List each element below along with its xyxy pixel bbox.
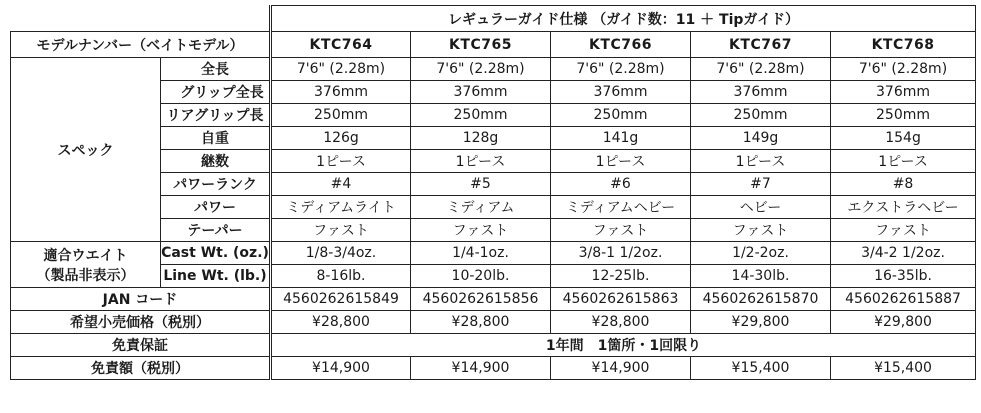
table-cell: 376mm: [271, 81, 411, 104]
table-cell: ¥29,800: [831, 311, 976, 334]
table-cell: ファスト: [551, 219, 691, 242]
row-label-power-rank: パワーランク: [161, 173, 271, 196]
table-cell: 16-35lb.: [831, 265, 976, 288]
table-cell: 14-30lb.: [691, 265, 831, 288]
row-label-cast-wt: Cast Wt. (oz.): [161, 242, 271, 265]
row-label-rear-grip: リアグリップ長: [161, 104, 271, 127]
model-header: KTC767: [691, 32, 831, 58]
guide-spec-title: レギュラーガイド仕様 （ガイド数：11 ＋ Tipガイド）: [271, 6, 976, 32]
table-cell: 1ピース: [411, 150, 551, 173]
row-label-deductible: 免責額（税別）: [11, 357, 271, 380]
table-cell: 250mm: [831, 104, 976, 127]
table-cell: 128g: [411, 127, 551, 150]
row-label-line-wt: Line Wt. (lb.): [161, 265, 271, 288]
row-label-warranty: 免責保証: [11, 334, 271, 357]
table-cell: 3/8-1 1/2oz.: [551, 242, 691, 265]
table-cell: #8: [831, 173, 976, 196]
model-header: KTC766: [551, 32, 691, 58]
row-label-length: 全長: [161, 58, 271, 81]
table-cell: 3/4-2 1/2oz.: [831, 242, 976, 265]
row-label-taper: テーパー: [161, 219, 271, 242]
table-row: [11, 58, 976, 81]
corner-blank: [11, 6, 271, 32]
table-cell: 1/2-2oz.: [691, 242, 831, 265]
table-cell: ファスト: [691, 219, 831, 242]
row-label-power: パワー: [161, 196, 271, 219]
model-number-label: モデルナンバー（ベイトモデル）: [11, 32, 271, 58]
table-cell: 7'6" (2.28m): [831, 58, 976, 81]
spec-group-label: スペック: [11, 58, 161, 242]
table-cell: #6: [551, 173, 691, 196]
table-cell: 7'6" (2.28m): [411, 58, 551, 81]
table-cell: 250mm: [691, 104, 831, 127]
table-cell: ミディアムヘビー: [551, 196, 691, 219]
table-cell: 376mm: [691, 81, 831, 104]
table-cell: ミディアム: [411, 196, 551, 219]
table-cell: ¥14,900: [411, 357, 551, 380]
table-cell: 7'6" (2.28m): [691, 58, 831, 81]
row-label-price: 希望小売価格（税別）: [11, 311, 271, 334]
table-cell: 376mm: [411, 81, 551, 104]
table-cell: 10-20lb.: [411, 265, 551, 288]
table-cell: ファスト: [271, 219, 411, 242]
row-label-grip-length: グリップ全長: [161, 81, 271, 104]
table-cell: 1ピース: [551, 150, 691, 173]
table-cell: エクストラヘビー: [831, 196, 976, 219]
table-cell: 7'6" (2.28m): [551, 58, 691, 81]
row-label-pieces: 継数: [161, 150, 271, 173]
table-cell: 1/8-3/4oz.: [271, 242, 411, 265]
table-cell: 4560262615856: [411, 288, 551, 311]
table-cell: 1ピース: [691, 150, 831, 173]
table-cell: #4: [271, 173, 411, 196]
table-cell: ヘビー: [691, 196, 831, 219]
weight-group-line2: （製品非表示）: [36, 267, 135, 284]
table-cell: ミディアムライト: [271, 196, 411, 219]
table-cell: 1/4-1oz.: [411, 242, 551, 265]
table-cell: ¥28,800: [411, 311, 551, 334]
model-header: KTC765: [411, 32, 551, 58]
table-cell: ¥15,400: [691, 357, 831, 380]
table-cell: 250mm: [271, 104, 411, 127]
row-label-weight: 自重: [161, 127, 271, 150]
table-cell: ¥14,900: [551, 357, 691, 380]
table-cell: 1ピース: [831, 150, 976, 173]
warranty-value: 1年間 1箇所・1回限り: [271, 334, 976, 357]
model-header: KTC764: [271, 32, 411, 58]
table-cell: 154g: [831, 127, 976, 150]
table-cell: 4560262615863: [551, 288, 691, 311]
spec-table: [10, 5, 976, 380]
table-cell: ファスト: [831, 219, 976, 242]
weight-group-line1: 適合ウエイト: [43, 247, 128, 264]
table-cell: 149g: [691, 127, 831, 150]
table-cell: 4560262615887: [831, 288, 976, 311]
table-cell: 4560262615870: [691, 288, 831, 311]
table-cell: ¥15,400: [831, 357, 976, 380]
table-row: [11, 357, 976, 380]
table-row: [11, 242, 976, 265]
row-label-jan: JAN コード: [11, 288, 271, 311]
table-cell: 4560262615849: [271, 288, 411, 311]
table-cell: #5: [411, 173, 551, 196]
table-row: [11, 311, 976, 334]
table-cell: 250mm: [551, 104, 691, 127]
table-cell: ¥28,800: [271, 311, 411, 334]
table-cell: ファスト: [411, 219, 551, 242]
model-header: KTC768: [831, 32, 976, 58]
table-cell: 250mm: [411, 104, 551, 127]
table-cell: 376mm: [551, 81, 691, 104]
table-cell: 376mm: [831, 81, 976, 104]
table-row: [11, 334, 976, 357]
table-cell: 7'6" (2.28m): [271, 58, 411, 81]
table-cell: #7: [691, 173, 831, 196]
table-cell: ¥14,900: [271, 357, 411, 380]
table-cell: 126g: [271, 127, 411, 150]
table-cell: 12-25lb.: [551, 265, 691, 288]
table-cell: 141g: [551, 127, 691, 150]
table-cell: 8-16lb.: [271, 265, 411, 288]
weight-group-label: [11, 242, 161, 288]
table-row: [11, 288, 976, 311]
table-cell: ¥28,800: [551, 311, 691, 334]
table-cell: 1ピース: [271, 150, 411, 173]
table-cell: ¥29,800: [691, 311, 831, 334]
